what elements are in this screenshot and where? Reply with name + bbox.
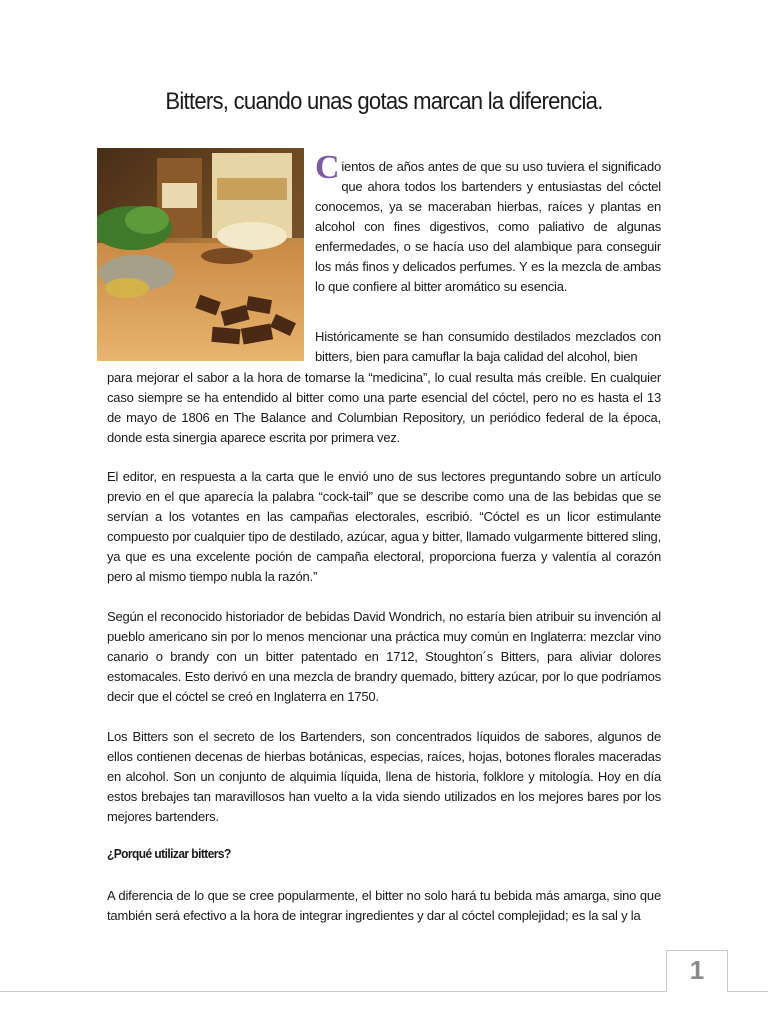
footer-divider	[0, 991, 768, 992]
bitters-ingredients-photo	[97, 148, 304, 361]
page-number-box	[666, 950, 728, 992]
editor-paragraph: El editor, en respuesta a la carta que le envió uno de sus lectores preguntando sobre un artículo previo en el que aparecía la palabra “cock-tail” que se describe como una de las bebidas que se servían a los votantes en las campañas electorales, escribió. “Cóctel es un licor estimulante compuesto por cualquier tipo de destilado, azúcar, agua y bitter, llamado vulgarmente bittered sling, ya que es una excelente poción de campaña electoral, proporciona fuerza y valentía al corazón pero al mismo tiempo nubla la razón.”	[107, 469, 661, 584]
why-bitters-paragraph: A diferencia de lo que se cree popularmente, el bitter no solo hará tu bebida más amarga, sino que también será efectivo a la hora de integrar ingredientes y dar al cóctel complejidad; es la sal y la	[107, 888, 661, 923]
page-number: 1	[689, 955, 705, 985]
historic-paragraph-continued: para mejorar el sabor a la hora de tomarse la “medicina”, lo cual resulta más creíble. En cualquier caso siempre se ha entendido al bitter como una parte esencial del cóctel, pero no es hasta el 13 de mayo de 1806 en The Balance and Columbian Repository, un periódico federal de la época, donde esta sinergia aparece escrita por primera vez.	[107, 370, 661, 445]
section-heading: ¿Porqué utilizar bitters?	[107, 846, 231, 861]
intro-text: ientos de años antes de que su uso tuviera el significado que ahora todos los bartenders y entusiastas del cóctel conocemos, ya se maceraban hierbas, raíces y plantas en alcohol con fines digestivos, como paliativo de algunas enfermedades, o se hacía uso del alambique para conseguir los más finos y delicados perfumes. Y es la mezcla de ambas lo que confiere al bitter aromático su esencia.	[315, 159, 661, 294]
intro-paragraph	[315, 149, 661, 297]
historic-paragraph-beside-photo: Históricamente se han consumido destilados mezclados con bitters, bien para camuflar la baja calidad del alcohol, bien	[315, 329, 661, 364]
page-title: Bitters, cuando unas gotas marcan la diferencia.	[165, 88, 603, 115]
bartender-secret-paragraph: Los Bitters son el secreto de los Bartenders, son concentrados líquidos de sabores, algunos de ellos contienen decenas de hierbas botánicas, especias, raíces, hojas, botones florales maceradas en alcohol. Son un conjunto de alquimia líquida, llena de historia, folklore y mitología. Hoy en día estos brebajes tan maravillosos han vuelto a la vida siendo utilizados en los mejores bares por los mejores bartenders.	[107, 729, 661, 824]
wondrich-paragraph: Según el reconocido historiador de bebidas David Wondrich, no estaría bien atribuir su invención al pueblo americano sin por lo menos mencionar una práctica muy común en Inglaterra: mezclar vino canario o brandy con un bitter patentado en 1712, Stoughton´s Bitters, para aliviar dolores estomacales. Esto derivó en una mezcla de brandry quemado, bittery azúcar, por lo que podríamos decir que el cóctel se creó en Inglaterra en 1750.	[107, 609, 661, 704]
drop-cap: C	[315, 149, 340, 186]
